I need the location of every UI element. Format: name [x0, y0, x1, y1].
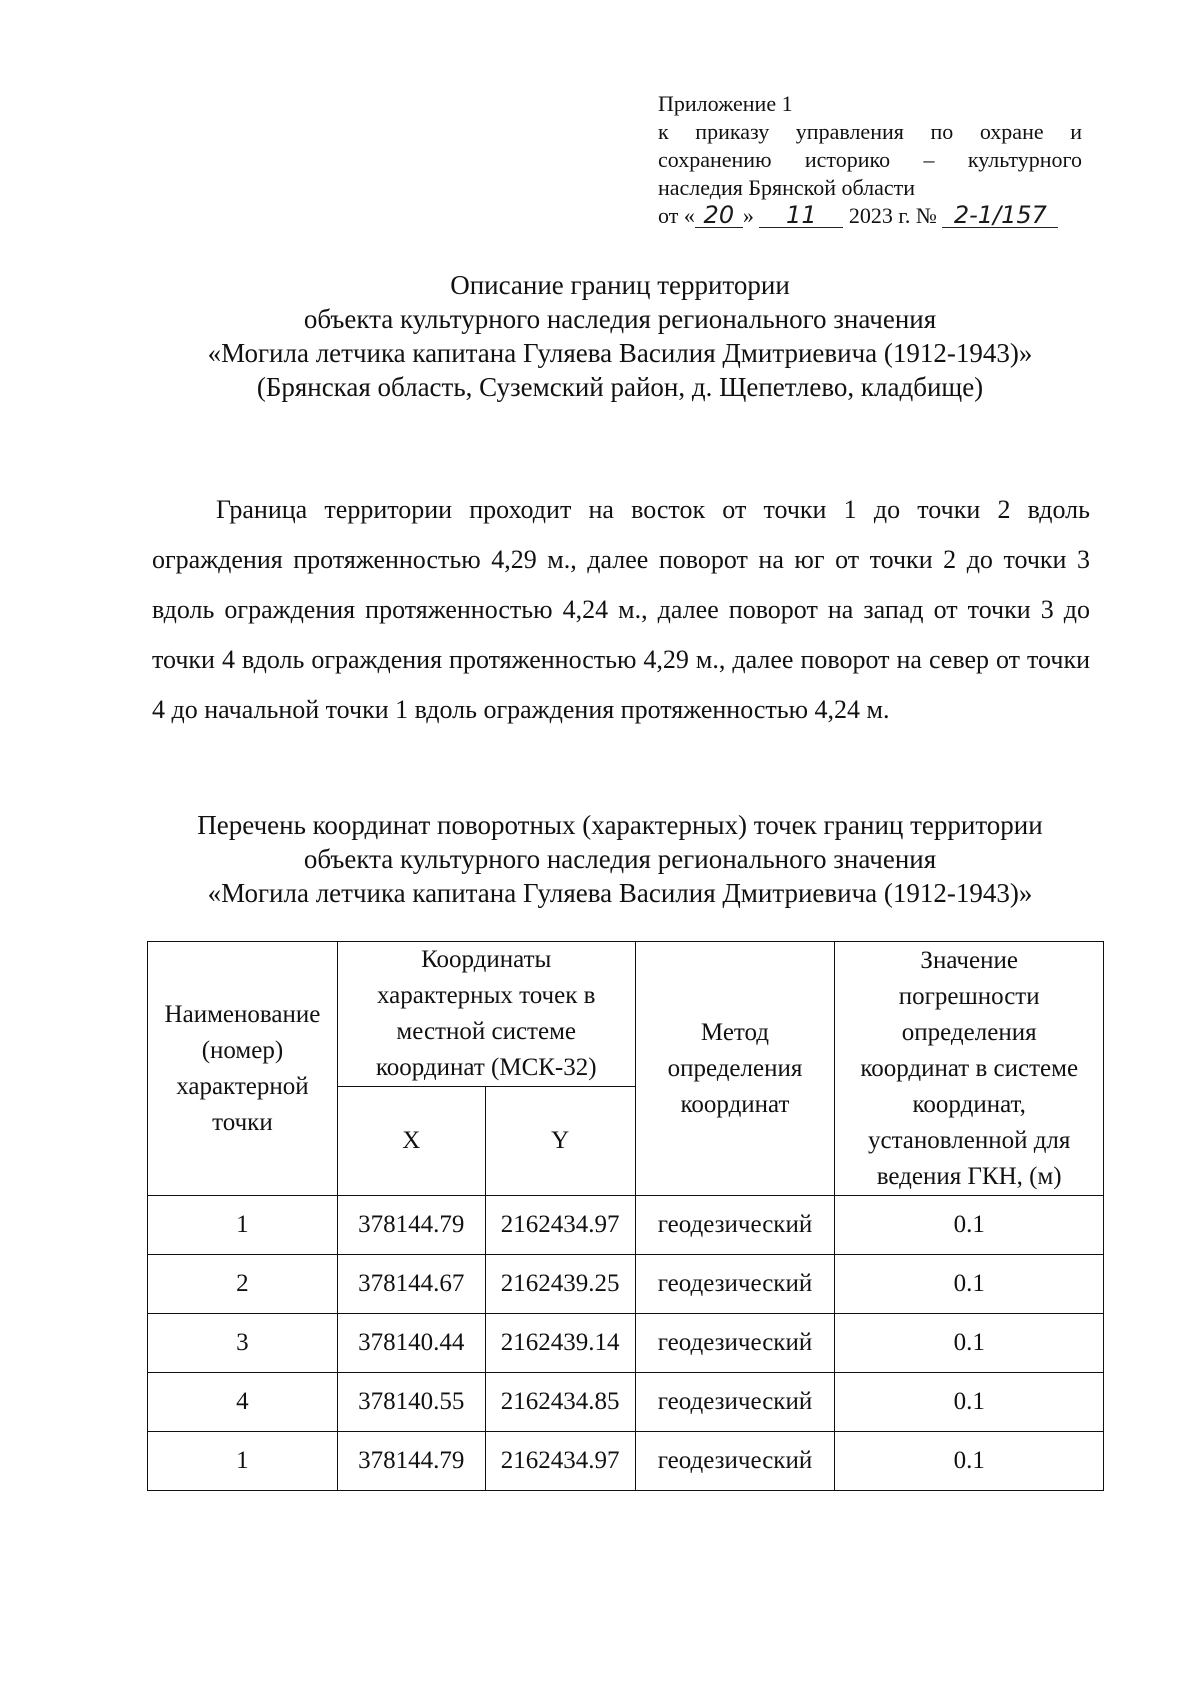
table-cell: 378144.79	[337, 1196, 485, 1255]
header-text-line: (номер)	[201, 1036, 284, 1064]
header-text-line: Метод	[700, 1018, 770, 1046]
table-cell: 1	[148, 1196, 338, 1255]
table-cell: 378140.55	[337, 1373, 485, 1432]
header-method	[635, 942, 835, 1196]
header-text-line: погрешности	[898, 982, 1040, 1010]
header-text-line: Значение	[920, 946, 1018, 974]
table-cell: 2162434.97	[485, 1432, 635, 1491]
coordinates-list-title: Перечень координат поворотных (характерных) точек границ территории объекта культурного наследия регионального значения «Могила летчика капитана Гуляева Василия Дмитриевича (1912-1943)»	[197, 810, 1043, 908]
appendix-header	[658, 90, 1082, 230]
table-cell: 2162434.97	[485, 1196, 635, 1255]
order-year: 2023 г. №	[848, 203, 937, 228]
header-coordinates	[337, 942, 635, 1087]
header-text-line: характерных точек в	[376, 982, 596, 1009]
table-cell: 4	[148, 1373, 338, 1432]
table-row	[148, 1373, 1104, 1432]
appendix-title: Приложение 1	[658, 91, 793, 116]
table-cell: 2	[148, 1255, 338, 1314]
header-text-line: Наименование	[164, 1000, 321, 1028]
table-row	[148, 1196, 1104, 1255]
table-cell: 378144.67	[337, 1255, 485, 1314]
table-row	[148, 1314, 1104, 1373]
table-row	[148, 1255, 1104, 1314]
header-text-line: координат в системе	[860, 1054, 1079, 1082]
header-text-line: координат (МСК-32)	[375, 1054, 597, 1081]
header-text-line: точки	[212, 1108, 273, 1136]
table-cell: 2162434.85	[485, 1373, 635, 1432]
table-cell: 3	[148, 1314, 338, 1373]
appendix-line: к приказу управления по охране и	[658, 119, 1082, 144]
table-cell: геодезический	[635, 1314, 835, 1373]
handwritten-order-number: 2-1/157	[942, 203, 1058, 228]
table-cell: 2162439.25	[485, 1255, 635, 1314]
table-cell: геодезический	[635, 1432, 835, 1491]
appendix-line: сохранению историко – культурного	[658, 147, 1082, 172]
handwritten-month: 11	[759, 203, 843, 228]
header-text-line: местной системе	[396, 1018, 576, 1045]
table-cell: геодезический	[635, 1196, 835, 1255]
header-text-line: установленной для	[867, 1126, 1071, 1154]
table-cell: 378144.79	[337, 1432, 485, 1491]
header-text-line: Координаты	[421, 946, 552, 973]
table-cell: 0.1	[835, 1432, 1104, 1491]
header-text-line: определения	[667, 1054, 803, 1082]
table-cell: 0.1	[835, 1314, 1104, 1373]
table-cell: геодезический	[635, 1255, 835, 1314]
boundary-description-title: Описание границ территории объекта культурного наследия регионального значения «Могила летчика капитана Гуляева Василия Дмитриевича (1912-1943)» (Брянская область, Суземский район, д. Щепетлево, кладбище)	[207, 270, 1033, 402]
header-x: X	[337, 1087, 485, 1196]
header-text-line: определения	[901, 1018, 1037, 1046]
handwritten-day: 20	[695, 203, 743, 228]
boundary-description-text: Граница территории проходит на восток от точки 1 до точки 2 вдоль ограждения протяженностью 4,29 м., далее поворот на юг от точки 2 до точки 3 вдоль ограждения протяженностью 4,24 м., далее поворот на запад от точки 3 до точки 4 вдоль ограждения протяженностью 4,29 м., далее поворот на север от точки 4 до начальной точки 1 вдоль ограждения протяженностью 4,24 м.	[152, 495, 1090, 724]
header-text-line: ведения ГКН, (м)	[876, 1162, 1062, 1190]
header-y: Y	[485, 1087, 635, 1196]
table-cell: геодезический	[635, 1373, 835, 1432]
header-error	[835, 942, 1104, 1196]
coordinates-table	[147, 941, 1104, 1491]
table-cell: 0.1	[835, 1373, 1104, 1432]
table-cell: 378140.44	[337, 1314, 485, 1373]
header-text-line: координат	[680, 1090, 790, 1118]
table-cell: 2162439.14	[485, 1314, 635, 1373]
header-point-name	[148, 942, 338, 1196]
table-row	[148, 1432, 1104, 1491]
table-header-row	[148, 942, 1104, 1087]
table-cell: 0.1	[835, 1196, 1104, 1255]
table-cell: 0.1	[835, 1255, 1104, 1314]
appendix-line: наследия Брянской области	[658, 175, 916, 200]
header-text-line: координат,	[912, 1090, 1026, 1118]
order-date-number: от « 20 » 11 2023 г. № 2-1/157	[658, 202, 1082, 230]
table-cell: 1	[148, 1432, 338, 1491]
header-text-line: характерной	[176, 1072, 309, 1100]
